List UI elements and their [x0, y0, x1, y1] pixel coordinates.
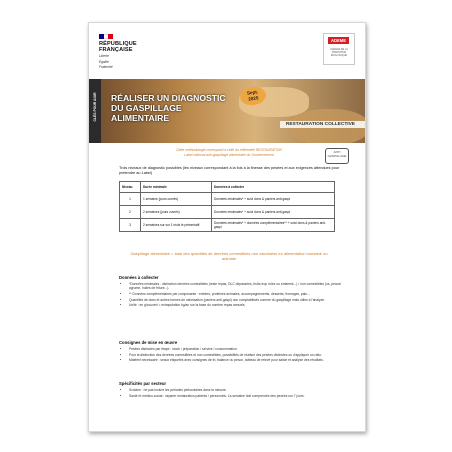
column-header: Données à collecter [212, 182, 335, 193]
intro-text [144, 148, 314, 157]
list-item: • Matériel nécessaire : seaux étiquetés avec consignes de tri, balance ou peson, tableau de relevé pour saisie et analyse des résultats. [129, 358, 351, 362]
francaise-line: FRANÇAISE [99, 47, 133, 53]
label-stamp: ANTI GASPILLAGE [325, 148, 349, 164]
table-cell: 2 semaines (jours ouvrés) [141, 206, 212, 219]
list-item: • ** Données complémentaires par composante : entrées, protéines animales, accompagnements, desserts, fromages, pain... [129, 292, 351, 296]
list-item: • Pesées distinctes par étape : stock / préparation / service / consommation. [129, 347, 351, 351]
specificites-heading: Spécificités par secteur [119, 381, 167, 386]
republique-line: RÉPUBLIQUE [99, 41, 137, 47]
column-header: Niveau [120, 182, 141, 193]
ademe-logo [323, 33, 355, 65]
title-line: ALIMENTAIRE [111, 113, 170, 123]
republique-francaise-logo [99, 34, 137, 70]
table-cell: Données minimales* + données complémentaires** + suivi dons & paniers anti-gaspi [212, 219, 335, 232]
table-cell: Données minimales* + suivi dons & paniers anti-gaspi [212, 206, 335, 219]
title-line: DU GASPILLAGE [111, 103, 182, 113]
table-header-row [120, 182, 335, 193]
list-item: • Unité : en g/couvert = extrapolation kg/an sur la base du nombre repas annuels. [129, 303, 351, 307]
title-banner [89, 79, 365, 143]
column-header: Durée minimale [141, 182, 212, 193]
table-cell: Données minimales* + suivi dons & paniers anti-gaspi [212, 193, 335, 206]
table-cell: 1 [120, 193, 141, 206]
list-item: • *Données minimales : distinction denrées comestibles (reste repas, DLC dépassées, fruits trop mûrs ou entamés...) / non comestibles (os, peaux/ agrume, huiles de friture...). [129, 282, 351, 291]
gaspillage-definition: Gaspillage alimentaire = total des quantités de denrées comestibles non valorisées en alimentation humaine ou animale [130, 251, 328, 261]
table-row [120, 219, 335, 232]
specificites-list [121, 388, 351, 399]
intro-line: Label national anti-gaspillage alimentaire du Gouvernement [184, 152, 274, 157]
document-page [88, 22, 366, 432]
donnees-list [121, 282, 351, 309]
niveaux-table [119, 181, 335, 232]
side-label: CLÉS POUR AGIR [93, 92, 97, 122]
table-cell: 1 semaine (jours ouvrés) [141, 193, 212, 206]
french-flag-icon [99, 34, 113, 39]
document-title [111, 93, 226, 123]
donnees-heading: Données à collecter [119, 275, 159, 280]
table-cell: 2 semaines sur sur 1 mois le présentatif [141, 219, 212, 232]
title-line: RÉALISER UN DIAGNOSTIC [111, 93, 226, 103]
consignes-list [121, 347, 351, 364]
date-year: 2025 [247, 95, 259, 102]
date-month: Sept. [246, 89, 259, 96]
document-subtitle: RESTAURATION COLLECTIVE [280, 121, 365, 128]
motto-liberte: Liberté [99, 54, 109, 58]
list-item: • Pour la distinction des denrées comestibles et non comestibles, possibilités de réaliser des pesées distinctes ou d'appliquer un ratio. [129, 353, 351, 357]
niveaux-text: Trois niveaux de diagnostic possibles (les niveaux correspondant à la fois à la finesse des pesées et aux exigences attendues pour prétendre au Label) [119, 166, 340, 175]
consignes-heading: Consignes de mise en œuvre [119, 340, 178, 345]
motto-fraternite: Fraternité [99, 65, 113, 70]
ademe-label: ADEME [328, 37, 349, 44]
ademe-subtitle: AGENCE DE LA TRANSITION ÉCOLOGIQUE [330, 48, 348, 57]
table-row [120, 206, 335, 219]
list-item: • Quantités de dons et autres formes de valorisation (paniers anti-gaspi) non comptabilisés comme du gaspillage mais utiles à l'analyse. [129, 298, 351, 302]
table-cell: 3 [120, 219, 141, 232]
table-row [120, 193, 335, 206]
intro-line: Cette méthodologie correspond à celle du référentiel RESTAURATION [176, 148, 282, 152]
list-item: • Scolaire : ne pas inclure les périodes périscolaires dans la mesure. [129, 388, 351, 392]
list-item: • Santé et médico-social : séparer restauration patients / personnels. La semaine doit comprendre des pesées sur 7 jours. [129, 394, 351, 398]
table-cell: 2 [120, 206, 141, 219]
motto-egalite: Égalité [99, 59, 109, 64]
